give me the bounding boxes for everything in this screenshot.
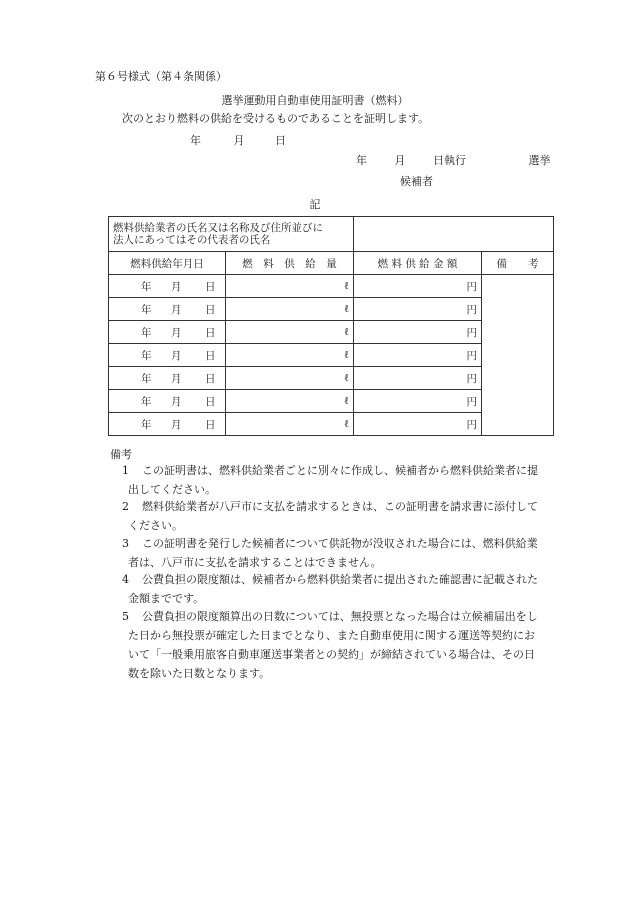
column-header-amount: 燃 料 供 給 金 額 (354, 252, 482, 275)
note-1 (122, 461, 562, 499)
date-day: 日 (205, 326, 216, 339)
fuel-amount-cell[interactable] (354, 344, 482, 367)
date-year: 年 (190, 134, 201, 147)
date-year: 年 (141, 372, 152, 385)
liter-unit: ℓ (343, 372, 349, 384)
note-text-cont: 金額までです。 (128, 592, 205, 605)
fuel-amount-cell[interactable] (354, 367, 482, 390)
note-number: 2 (122, 500, 129, 513)
date-month: 月 (171, 280, 182, 293)
date-year: 年 (141, 303, 152, 316)
note-2 (122, 497, 562, 535)
date-month: 月 (171, 326, 182, 339)
election-label: 選挙 (528, 154, 551, 167)
liter-unit: ℓ (343, 303, 349, 315)
certification-date (190, 132, 286, 148)
supply-row (109, 275, 554, 298)
supply-date-cell[interactable] (109, 344, 226, 367)
note-text: この証明書を発行した候補者について供託物が没収された場合には、燃料供給業 (142, 537, 538, 550)
note-text-cont: 数を除いた日数となります。 (128, 667, 271, 680)
date-year: 年 (141, 280, 152, 293)
date-month: 月 (233, 134, 245, 147)
fuel-quantity-cell[interactable] (226, 298, 354, 321)
note-text-cont: 者は、八戸市に支払を請求することはできません。 (128, 556, 382, 569)
note-text: 公費負担の限度額算出の日数については、無投票となった場合は立候補届出をし (142, 610, 538, 623)
date-day: 日 (275, 134, 286, 147)
fuel-quantity-cell[interactable] (226, 321, 354, 344)
supply-date-cell[interactable] (109, 298, 226, 321)
note-text: 公費負担の限度額は、候補者から燃料供給業者に提出された確認書に記載された (142, 573, 538, 586)
vendor-label-line2: 法人にあってはその代表者の氏名 (113, 234, 271, 246)
yen-unit: 円 (466, 280, 477, 293)
liter-unit: ℓ (343, 326, 349, 338)
fuel-amount-cell[interactable] (354, 298, 482, 321)
date-day: 日 (205, 418, 216, 431)
date-month: 月 (171, 395, 182, 408)
date-day: 日 (205, 303, 216, 316)
note-number: 3 (122, 537, 129, 550)
note-text-cont: ください。 (128, 519, 183, 532)
note-text: 燃料供給業者が八戸市に支払を請求するときは、この証明書を請求書に添付して (142, 500, 538, 513)
election-month: 月 (394, 154, 406, 167)
note-5 (122, 607, 562, 683)
remarks-cell[interactable] (482, 275, 554, 436)
date-day: 日 (205, 372, 216, 385)
note-text-cont: 出してください。 (128, 483, 216, 496)
yen-unit: 円 (466, 395, 477, 408)
form-number: 第６号様式（第４条関係） (95, 70, 227, 83)
liter-unit: ℓ (343, 349, 349, 361)
date-month: 月 (171, 349, 182, 362)
yen-unit: 円 (466, 418, 477, 431)
intro-statement: 次のとおり燃料の供給を受けるものであることを証明します。 (122, 112, 430, 125)
liter-unit: ℓ (343, 395, 349, 407)
fuel-amount-cell[interactable] (354, 390, 482, 413)
note-3 (122, 534, 562, 572)
note-number: 4 (122, 573, 129, 586)
yen-unit: 円 (466, 372, 477, 385)
date-month: 月 (171, 372, 182, 385)
supply-date-cell[interactable] (109, 390, 226, 413)
vendor-label-line1: 燃料供給業者の氏名又は名称及び住所並びに (113, 222, 323, 234)
ki-mark: 記 (309, 198, 321, 211)
column-header-date: 燃料供給年月日 (109, 252, 226, 275)
supply-date-cell[interactable] (109, 321, 226, 344)
election-year: 年 (356, 154, 367, 167)
election-date-row (356, 152, 551, 168)
fuel-supply-table (108, 216, 554, 436)
column-header-remarks: 備 考 (482, 252, 554, 275)
vendor-label (109, 217, 354, 252)
date-year: 年 (141, 418, 152, 431)
fuel-quantity-cell[interactable] (226, 413, 354, 436)
supply-date-cell[interactable] (109, 275, 226, 298)
date-day: 日 (205, 349, 216, 362)
date-day: 日 (205, 395, 216, 408)
date-year: 年 (141, 349, 152, 362)
supply-date-cell[interactable] (109, 367, 226, 390)
date-month: 月 (171, 418, 182, 431)
election-day-exec: 日執行 (433, 154, 466, 167)
date-year: 年 (141, 395, 152, 408)
fuel-quantity-cell[interactable] (226, 367, 354, 390)
liter-unit: ℓ (343, 418, 349, 430)
fuel-quantity-cell[interactable] (226, 390, 354, 413)
vendor-row (109, 217, 554, 252)
yen-unit: 円 (466, 303, 477, 316)
fuel-quantity-cell[interactable] (226, 344, 354, 367)
note-text-cont: いて「一般乗用旅客自動車運送事業者との契約」が締結されている場合は、その日 (128, 648, 535, 661)
note-number: 1 (122, 464, 129, 477)
date-month: 月 (171, 303, 182, 316)
fuel-amount-cell[interactable] (354, 321, 482, 344)
note-number: 5 (122, 610, 129, 623)
note-text-cont: た日から無投票が確定した日までとなり、また自動車使用に関する運送等契約にお (128, 629, 535, 642)
fuel-quantity-cell[interactable] (226, 275, 354, 298)
vendor-value-field[interactable] (354, 217, 554, 252)
notes-label: 備考 (110, 448, 132, 461)
yen-unit: 円 (466, 349, 477, 362)
fuel-amount-cell[interactable] (354, 275, 482, 298)
candidate-label: 候補者 (400, 175, 433, 188)
yen-unit: 円 (466, 326, 477, 339)
document-title: 選挙運動用自動車使用証明書（燃料） (221, 94, 409, 107)
date-year: 年 (141, 326, 152, 339)
supply-date-cell[interactable] (109, 413, 226, 436)
note-4 (122, 570, 562, 608)
liter-unit: ℓ (343, 280, 349, 292)
column-header-quantity: 燃 料 供 給 量 (226, 252, 354, 275)
date-day: 日 (205, 280, 216, 293)
fuel-amount-cell[interactable] (354, 413, 482, 436)
note-text: この証明書は、燃料供給業者ごとに別々に作成し、候補者から燃料供給業者に提 (142, 464, 538, 477)
header-row (109, 252, 554, 275)
